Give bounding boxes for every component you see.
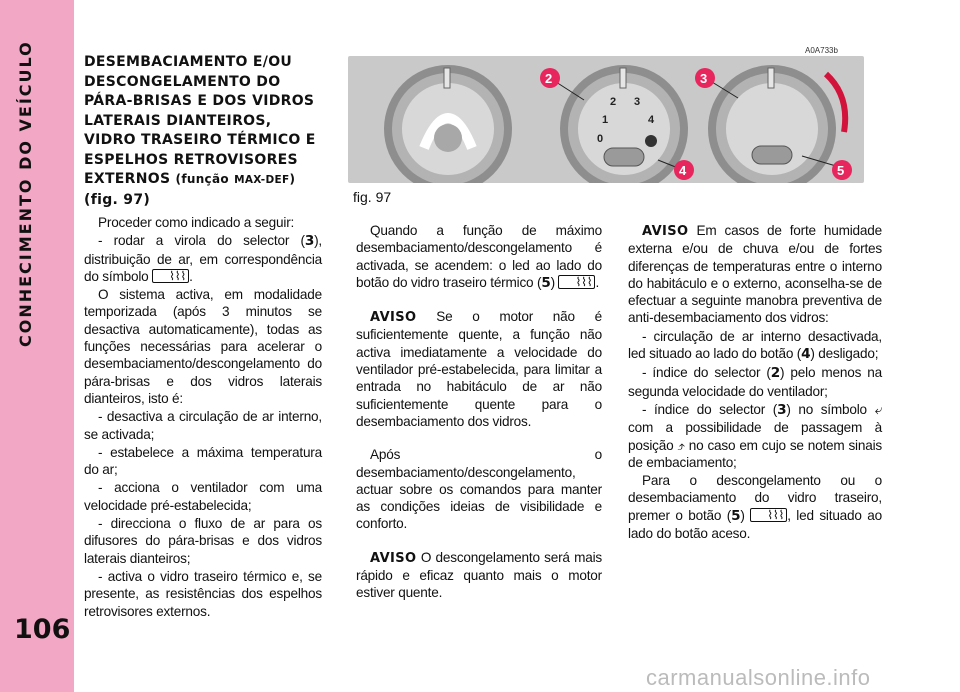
- warning-keyword: AVISO: [642, 224, 689, 239]
- sidebar: [0, 0, 74, 692]
- paragraph: Proceder como indicado a seguir:: [98, 215, 295, 230]
- figure-code: A0A733b: [805, 46, 838, 55]
- dial-number: 0: [597, 133, 604, 145]
- defrost-windscreen-icon: ⌇⌇⌇: [152, 269, 189, 283]
- paragraph: AVISO O descongelamento será mais rápido e eficaz quanto mais o motor estiver quente.: [356, 549, 603, 601]
- heading-text: DESEMBACIAMENTO E/OU DESCONGELAMENTO DO PÁRA-BRISAS E DOS VIDROS LATERAIS DIANTEIROS, VIDRO TRASEIRO TÉRMICO E ESPELHOS RETROVISORES EXTERNOS: [84, 54, 316, 187]
- column-1: [84, 53, 322, 621]
- heading-func: (função: [175, 172, 229, 186]
- paragraph: - activa o vidro traseiro térmico e, se presente, as resistências dos espelhos retrovisores externos.: [84, 568, 322, 619]
- page-number: 106: [14, 614, 71, 645]
- paragraph: - índice do selector (3) no símbolo ⤶ com a possibilidade de passagem à posição ⤴ no caso em cujo se notem sinais de embaciamento;: [628, 401, 883, 470]
- paragraph: AVISO Em casos de forte humidade externa e/ou de chuva e/ou de fortes diferenças de temperaturas entre o interno do habitáculo e o externo, aconselha-se de efectuar a seguinte manobra preventiva de anti-desembaciamento dos vidros:: [628, 223, 882, 326]
- rear-window-heater-icon: ⌇⌇⌇: [750, 508, 787, 522]
- paragraph: - estabelece a máxima temperatura do ar;: [84, 444, 322, 478]
- airflow-windscreen-icon: ⤴: [677, 437, 685, 453]
- svg-text:2: 2: [545, 71, 553, 86]
- column-3: [628, 222, 882, 543]
- section-heading: [84, 53, 322, 210]
- svg-text:3: 3: [700, 71, 708, 86]
- recirculation-button: [604, 148, 644, 166]
- svg-text:5: 5: [837, 163, 845, 178]
- warning-keyword: AVISO: [370, 310, 417, 326]
- svg-text:4: 4: [679, 163, 687, 178]
- column-2: [356, 222, 602, 603]
- section-title: CONHECIMENTO DO VEÍCULO: [16, 40, 35, 347]
- paragraph: - desactiva a circulação de ar interno, se activada;: [84, 409, 322, 442]
- paragraph: - rodar a virola do selector (3), distribuição de ar, em correspondência do símbolo ⌇⌇⌇ .: [84, 233, 322, 284]
- paragraph: - acciona o ventilador com uma velocidade pré-estabelecida;: [84, 480, 322, 513]
- paragraph: Após o desembaciamento/descongelamento, actuar sobre os comandos para manter as condições ideias de visibilidade e conforto.: [356, 447, 602, 532]
- callout-2: [540, 68, 584, 100]
- dial-air-distribution: [708, 65, 845, 183]
- dial-fan-speed: [560, 65, 688, 183]
- heading-fig-ref: (fig. 97): [84, 191, 151, 208]
- heading-close: ): [289, 172, 296, 186]
- climate-control-figure: [348, 56, 864, 183]
- rear-defrost-button: [752, 146, 792, 164]
- paragraph: Para o descongelamento ou o desembaciamento do vidro traseiro, premer o botão (5) ⌇⌇⌇ , led situado ao lado do botão aceso.: [628, 473, 882, 542]
- paragraph: Quando a função de máximo desembaciamento/descongelamento é activada, se acendem: o led ao lado do botão do vidro traseiro térmico (5) ⌇⌇⌇ .: [356, 223, 602, 291]
- watermark: carmanualsonline.info: [646, 665, 871, 690]
- airflow-feet-windscreen-icon: ⤶: [874, 401, 882, 417]
- paragraph: O sistema activa, em modalidade temporizada (após 3 minutos se desactiva automaticamente), todas as funções necessárias para acelerar o desembaciamento/descongelamento do pára-brisas e dos vidros laterais dianteiros, isto é:: [84, 287, 322, 406]
- dial-number: 4: [648, 114, 655, 126]
- dial-temperature: [384, 65, 512, 183]
- paragraph: - índice do selector (2) pelo menos na segunda velocidade do ventilador;: [628, 365, 882, 399]
- paragraph: - circulação de ar interno desactivada, led situado ao lado do botão (4) desligado;: [628, 328, 882, 363]
- paragraph: AVISO Se o motor não é suficientemente quente, a função não activa imediatamente a velocidade do ventilador pré-estabelecida, para limitar a entrada no habitáculo de ar não suficientemente quente para o desembaciamento dos vidros.: [356, 309, 602, 429]
- figure-caption: fig. 97: [353, 189, 392, 205]
- rear-window-heater-icon: ⌇⌇⌇: [558, 275, 595, 289]
- warning-keyword: AVISO: [370, 550, 417, 566]
- figure-illustration: [348, 56, 864, 183]
- dial-number: 1: [602, 114, 609, 126]
- fan-icon: [645, 135, 657, 147]
- heading-maxdef: MAX-DEF: [234, 174, 290, 186]
- dial-number: 2: [610, 96, 617, 108]
- dial-number: 3: [634, 96, 641, 108]
- paragraph: - direcciona o fluxo de ar para os difusores do pára-brisas e dos vidros laterais dianteiros;: [84, 516, 322, 566]
